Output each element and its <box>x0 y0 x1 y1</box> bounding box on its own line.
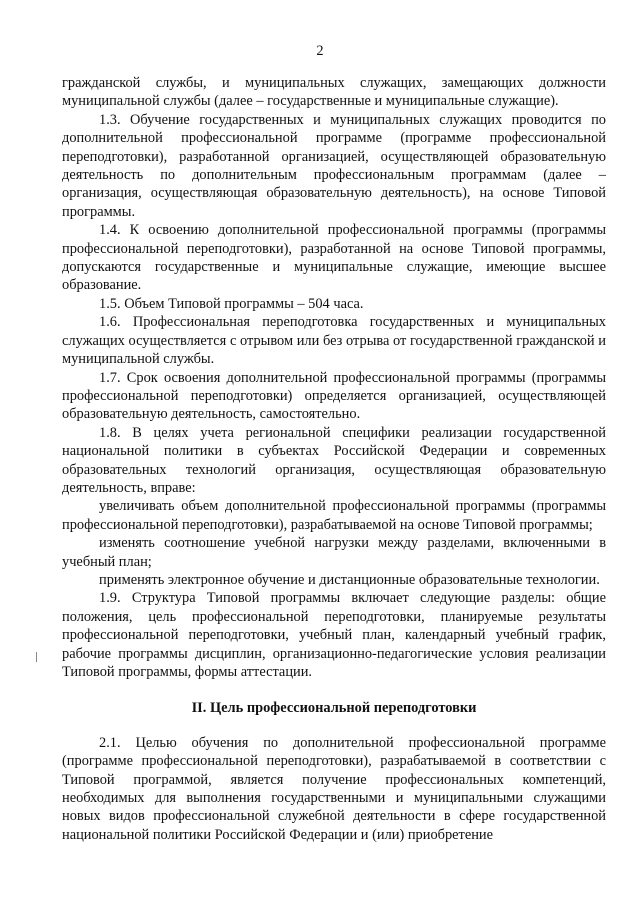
paragraph-text: гражданской службы, и муниципальных служащих, замещающих должности муниципальной службы (далее – государственные и муниципальные служащие). <box>62 75 606 110</box>
document-body <box>62 74 606 844</box>
paragraph-text: В целях учета региональной специфики реализации государственной национальной политики в субъектах Российской Федерации и современных образовательных технологий организация, осуществляющая образовательную деятельность, вправе: <box>62 424 606 496</box>
paragraph-number: 1.6. <box>99 314 121 331</box>
paragraph-1-5 <box>62 295 606 313</box>
paragraph-2-1 <box>62 734 606 844</box>
paragraph-number: 1.5. <box>99 295 121 312</box>
paragraph-number: 1.3. <box>99 111 121 128</box>
paragraph-text: применять электронное обучение и дистанционные образовательные технологии. <box>99 571 600 588</box>
paragraph-text: Объем Типовой программы – 504 часа. <box>124 295 364 312</box>
paragraph-1-3 <box>62 111 606 221</box>
section-heading: II. Цель профессиональной переподготовки <box>191 700 477 717</box>
paragraph-1-4 <box>62 221 606 295</box>
paragraph-number: 1.9. <box>99 590 121 607</box>
list-item-change-ratio <box>62 534 606 571</box>
paragraph-1-6 <box>62 313 606 368</box>
paragraph-text: Структура Типовой программы включает следующие разделы: общие положения, цель профессиональной переподготовки, планируемые результаты профессиональной переподготовки, учебный план, календарный учебный график, рабочие программы дисциплин, организационно-педагогические условия реализации Типовой программы, формы аттестации. <box>62 590 606 680</box>
list-item-e-learning <box>62 571 606 589</box>
paragraph-text: Обучение государственных и муниципальных служащих проводится по дополнительной профессиональной программе (программе профессиональной переподготовки), разработанной организацией, осуществляющей образовательную деятельность по дополнительным профессиональным программам (далее – организация, осуществляющая образовательную деятельность), на основе Типовой программы. <box>62 111 606 220</box>
paragraph-text: Срок освоения дополнительной профессиональной программы (программы профессиональной переподготовки) определяется организацией, осуществляющей образовательную деятельность, самостоятельно. <box>62 369 606 423</box>
paragraph-number: 2.1. <box>99 734 121 751</box>
paragraph-number: 1.4. <box>99 222 121 239</box>
list-item-increase-volume <box>62 497 606 534</box>
margin-mark <box>35 652 38 662</box>
paragraph-number: 1.7. <box>99 369 121 386</box>
paragraph-text: изменять соотношение учебной нагрузки между разделами, включенными в учебный план; <box>62 535 606 570</box>
paragraph-continuation <box>62 74 606 111</box>
paragraph-1-8 <box>62 424 606 498</box>
page-number: 2 <box>316 43 324 59</box>
paragraph-1-9 <box>62 589 606 681</box>
paragraph-text: увеличивать объем дополнительной профессиональной программы (программы профессиональной переподготовки), разрабатываемой на основе Типовой программы; <box>62 498 606 533</box>
paragraph-1-7 <box>62 369 606 424</box>
paragraph-text: К освоению дополнительной профессиональной программы (программы профессиональной переподготовки), разработанной на основе Типовой программы, допускаются государственные и муниципальные служащие, имеющие высшее образование. <box>62 222 606 294</box>
paragraph-text: Профессиональная переподготовка государственных и муниципальных служащих осуществляется с отрывом или без отрыва от государственной гражданской и муниципальной службы. <box>62 314 606 368</box>
paragraph-number: 1.8. <box>99 424 121 441</box>
paragraph-text: Целью обучения по дополнительной профессиональной программе (программе профессиональной переподготовки), разрабатываемой в соответствии с Типовой программой, является получение профессиональных компетенций, необходимых для выполнения государственными и муниципальными служащими новых видов профессиональной служебной деятельности в сфере государственной национальной политики Российской Федерации и (или) приобретение <box>62 734 606 843</box>
